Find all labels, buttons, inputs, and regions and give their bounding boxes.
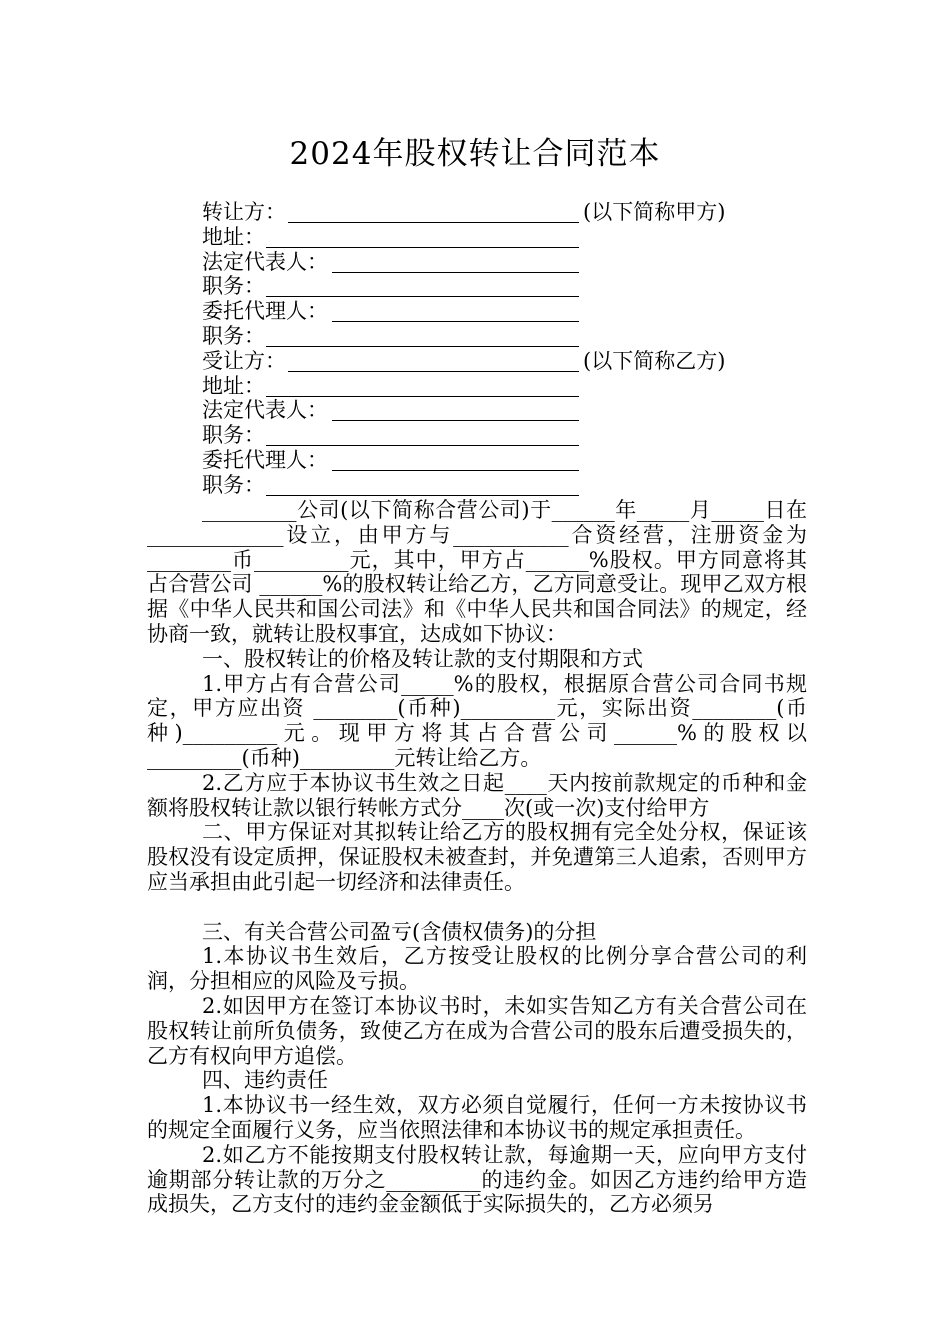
fill-blank-line[interactable] (266, 374, 579, 397)
fill-blank-line[interactable] (332, 448, 579, 471)
section-heading-4: 四、违约责任 (202, 1068, 328, 1093)
party-label: 法定代表人： (202, 398, 328, 423)
clause-1-1: 1.甲方占有合营公司_____%的股权，根据原合营公司合同书规定，甲方应出资 ________(币种)_________元，实际出资________(币种)_________元。现甲方将其占合营公司______%的股权以 _________(币种)_________元转让给乙方。 (147, 671, 807, 770)
party-row-legal-rep (202, 398, 822, 423)
party-info-block (202, 200, 822, 498)
party-row-transferor (202, 200, 822, 225)
party-label: 法定代表人： (202, 249, 328, 274)
blank-paragraph (147, 895, 807, 920)
clause-4-1: 1.本协议书一经生效，双方必须自觉履行，任何一方未按协议书的规定全面履行义务，应当依照法律和本协议书的规定承担责任。 (147, 1093, 807, 1142)
party-row-position (202, 324, 822, 349)
party-suffix: (以下简称乙方) (583, 348, 726, 373)
section-heading-1: 一、股权转让的价格及转让款的支付期限和方式 (202, 646, 643, 671)
party-label: 委托代理人： (202, 299, 328, 324)
fill-blank-line[interactable] (266, 274, 579, 297)
fill-blank-line[interactable] (266, 324, 579, 347)
party-label: 委托代理人： (202, 447, 328, 472)
fill-blank-line[interactable] (288, 200, 579, 223)
clause-3-1: 1.本协议书生效后，乙方按受让股权的比例分享合营公司的利润，分担相应的风险及亏损。 (147, 944, 807, 994)
party-row-legal-rep (202, 250, 822, 275)
contract-body (147, 498, 807, 1217)
party-row-position (202, 473, 822, 498)
section-2-paragraph: 二、甲方保证对其拟转让给乙方的股权拥有完全处分权，保证该股权没有设定质押，保证股权未被查封，并免遭第三人追索，否则甲方应当承担由此引起一切经济和法律责任。 (147, 820, 807, 894)
fill-blank-line[interactable] (332, 250, 579, 273)
party-row-address (202, 225, 822, 250)
party-label: 职务： (202, 323, 265, 348)
party-label: 职务： (202, 274, 265, 299)
party-label: 地址： (202, 224, 265, 249)
party-row-position (202, 423, 822, 448)
clause-1-2: 2.乙方应于本协议书生效之日起____天内按前款规定的币种和金额将股权转让款以银行转帐方式分____次(或一次)支付给甲方 (147, 770, 807, 820)
party-label: 转让方： (202, 200, 286, 224)
party-row-agent (202, 299, 822, 324)
party-suffix: (以下简称甲方) (583, 200, 726, 224)
clause-4-2: 2.如乙方不能按期支付股权转让款，每逾期一天，应向甲方支付逾期部分转让款的万分之_________的违约金。如因乙方违约给甲方造成损失，乙方支付的违约金金额低于实际损失的，乙方必须另 (147, 1142, 807, 1217)
party-label: 地址： (202, 373, 265, 398)
fill-blank-line[interactable] (288, 349, 579, 372)
fill-blank-line[interactable] (332, 299, 579, 322)
fill-blank-line[interactable] (332, 398, 579, 421)
party-row-agent (202, 448, 822, 473)
document-title: 2024年股权转让合同范本 (289, 136, 661, 172)
party-row-transferee (202, 349, 822, 374)
section-heading-3: 三、有关合营公司盈亏(含债权债务)的分担 (202, 919, 597, 944)
party-row-position (202, 274, 822, 299)
party-label: 受让方： (202, 348, 286, 373)
party-row-address (202, 374, 822, 399)
fill-blank-line[interactable] (266, 423, 579, 446)
clause-3-2: 2.如因甲方在签订本协议书时，未如实告知乙方有关合营公司在股权转让前所负债务，致使乙方在成为合营公司的股东后遭受损失的，乙方有权向甲方追偿。 (147, 993, 807, 1068)
party-label: 职务： (202, 472, 265, 497)
intro-paragraph: _________公司(以下简称合营公司)于______年_____月_____日在_____________设立，由甲方与___________合资经营，注册资金为________币_________元，其中，甲方占______%股权。甲方同意将其占合营公司 ______%的股权转让给乙方，乙方同意受让。现甲乙双方根据《中华人民共和国公司法》和《中华人民共和国合同法》的规定，经协商一致，就转让股权事宜，达成如下协议： (147, 498, 807, 646)
party-label: 职务： (202, 423, 265, 448)
fill-blank-line[interactable] (266, 225, 579, 248)
fill-blank-line[interactable] (266, 473, 579, 496)
